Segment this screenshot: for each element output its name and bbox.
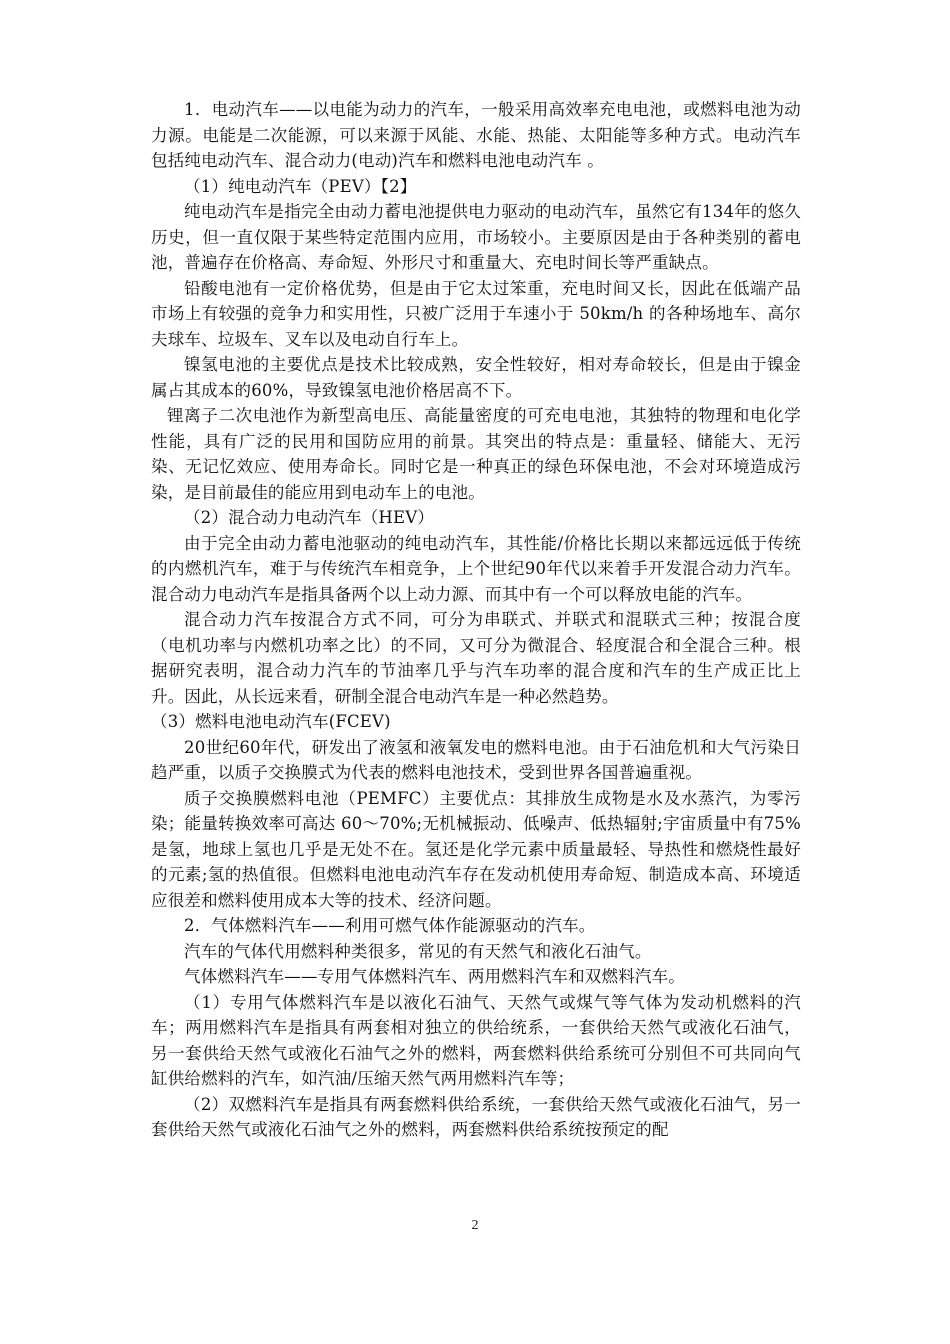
page-body-text [151,97,801,1143]
paragraph-ev-definition: 1．电动汽车——以电能为动力的汽车，一般采用高效率充电电池，或燃料电池为动力源。电能是二次能源，可以来源于风能、水能、热能、太阳能等多种方式。电动汽车包括纯电动汽车、混合动力(电动)汽车和燃料电池电动汽车 。 [151,100,801,170]
paragraph-fcev-history: 20世纪60年代，研发出了液氢和液氧发电的燃料电池。由于石油危机和大气污染日趋严重，以质子交换膜式为代表的燃料电池技术，受到世界各国普遍重视。 [151,737,801,782]
paragraph-lead-acid-battery: 铅酸电池有一定价格优势，但是由于它太过笨重，充电时间又长，因此在低端产品市场上有较强的竞争力和实用性，只被广泛用于车速小于 50km/h 的各种场地车、高尔夫球车、垃圾车、叉车以及电动自行车上。 [151,278,801,349]
paragraph-hev-classification: 混合动力汽车按混合方式不同，可分为串联式、并联式和混联式三种；按混合度（电机功率与内燃机功率之比）的不同，又可分为微混合、轻度混合和全混合三种。根据研究表明，混合动力汽车的节油率几乎与汽车功率的混合度和汽车的生产成正比上升。因此，从长远来看，研制全混合电动汽车是一种必然趋势。 [151,610,801,706]
paragraph-gas-fuel-categories: 气体燃料汽车——专用气体燃料汽车、两用燃料汽车和双燃料汽车。 [184,967,685,986]
paragraph-pemfc-advantages: 质子交换膜燃料电池（PEMFC）主要优点：其排放生成物是水及水蒸汽，为零污染；能量转换效率可高达 60～70%;无机械振动、低噪声、低热辐射;宇宙质量中有75%是氢，地球上氢也几乎是无处不在。氢还是化学元素中质量最轻、导热性和燃烧性最好的元素;氢的热值很。但燃料电池电动汽车存在发动机使用寿命短、制造成本高、环境适应很差和燃料使用成本大等的技术、经济问题。 [151,788,801,910]
paragraph-gas-fuel-types: 汽车的气体代用燃料种类很多，常见的有天然气和液化石油气。 [184,941,652,961]
paragraph-dual-fuel: （2）双燃料汽车是指具有两套燃料供给系统，一套供给天然气或液化石油气，另一套供给天然气或液化石油气之外的燃料，两套燃料供给系统按预定的配 [151,1094,801,1139]
paragraph-pev-description: 纯电动汽车是指完全由动力蓄电池提供电力驱动的电动汽车，虽然它有134年的悠久历史，但一直仅限于某些特定范围内应用，市场较小。主要原因是由于各种类别的蓄电池，普遍存在价格高、寿命短、外形尺寸和重量大、充电时间长等严重缺点。 [151,202,801,272]
paragraph-hev-description: 由于完全由动力蓄电池驱动的纯电动汽车，其性能/价格比长期以来都远远低于传统的内燃机汽车，难于与传统汽车相竞争，上个世纪90年代以来着手开发混合动力汽车。混合动力电动汽车是指具备两个以上动力源、而其中有一个可以释放电能的汽车。 [151,533,801,604]
heading-hev: （2）混合动力电动汽车（HEV） [184,508,435,527]
paragraph-lithium-battery: 锂离子二次电池作为新型高电压、高能量密度的可充电电池，其独特的物理和电化学性能，具有广泛的民用和国防应用的前景。其突出的特点是：重量轻、储能大、无污染、无记忆效应、使用寿命长。同时它是一种真正的绿色环保电池，不会对环境造成污染，是目前最佳的能应用到电动车上的电池。 [151,406,801,502]
heading-pev: （1）纯电动汽车（PEV）【2】 [184,176,417,196]
paragraph-dedicated-bifuel: （1）专用气体燃料汽车是以液化石油气、天然气或煤气等气体为发动机燃料的汽车；两用燃料汽车是指具有两套相对独立的供给统系，一套供给天然气或液化石油气，另一套供给天然气或液化石油气之外的燃料，两套燃料供给系统可分别但不可共同向气缸供给燃料的汽车，如汽油/压缩天然气两用燃料汽车等； [151,992,801,1088]
paragraph-nimh-battery: 镍氢电池的主要优点是技术比较成熟，安全性较好，相对寿命较长，但是由于镍金属占其成本的60%，导致镍氢电池价格居高不下。 [151,355,801,400]
page-number: 2 [471,1218,479,1233]
heading-gas-fuel-vehicle: 2．气体燃料汽车——利用可燃气体作能源驱动的汽车。 [184,916,596,935]
heading-fcev: （3）燃料电池电动汽车(FCEV) [151,712,391,731]
